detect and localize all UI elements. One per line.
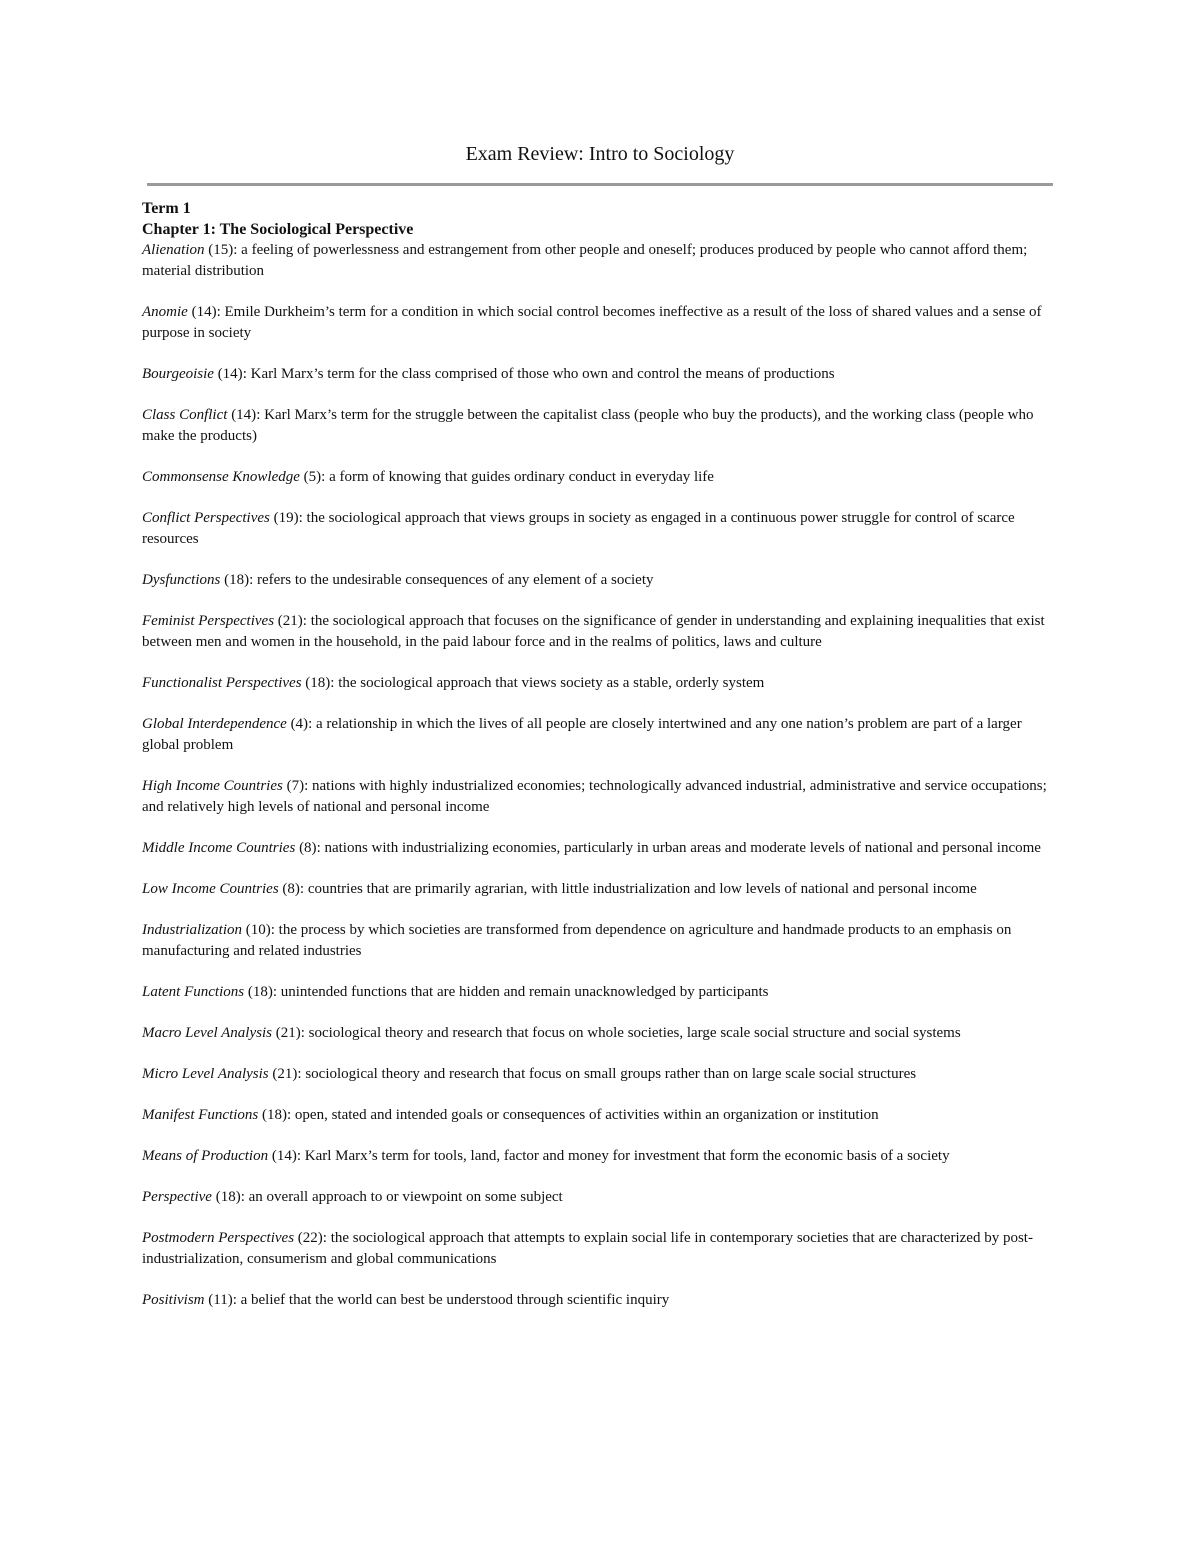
- glossary-entry: [142, 570, 1062, 591]
- glossary-term: High Income Countries: [142, 778, 283, 794]
- glossary-definition: : a form of knowing that guides ordinary conduct in everyday life: [321, 469, 714, 485]
- glossary-entry: [142, 776, 1062, 818]
- glossary-page-ref: (10): [242, 922, 271, 938]
- glossary-term: Manifest Functions: [142, 1107, 259, 1123]
- glossary-page-ref: (8): [295, 840, 317, 856]
- title-divider: [147, 183, 1053, 186]
- glossary-definition: : nations with industrializing economies, particularly in urban areas and moderate levels of national and personal income: [316, 840, 1041, 856]
- glossary-entry: [142, 1290, 1062, 1311]
- glossary-term: Industrialization: [142, 922, 243, 938]
- glossary-entry: [142, 1064, 1062, 1085]
- glossary-definition: : an overall approach to or viewpoint on some subject: [240, 1189, 563, 1205]
- glossary-definition: : the process by which societies are transformed from dependence on agriculture and handmade products to an emphasis on manufacturing and related industries: [142, 922, 1012, 959]
- glossary-definition: : the sociological approach that attempts to explain social life in contemporary societies that are characterized by post-industrialization, consumerism and global communications: [142, 1230, 1033, 1267]
- glossary-definition: : the sociological approach that views society as a stable, orderly system: [330, 675, 765, 691]
- glossary-term: Macro Level Analysis: [142, 1025, 272, 1041]
- glossary-definition: : Karl Marx’s term for the class comprised of those who own and control the means of productions: [242, 366, 835, 382]
- glossary-page-ref: (19): [269, 510, 299, 526]
- glossary-entry: [142, 920, 1062, 962]
- glossary-page-ref: (21): [268, 1066, 298, 1082]
- glossary-page-ref: (21): [271, 1025, 301, 1041]
- glossary-list: [142, 240, 1062, 1311]
- glossary-entry: [142, 1105, 1062, 1126]
- glossary-definition: : refers to the undesirable consequences of any element of a society: [249, 572, 654, 588]
- glossary-term: Means of Production: [142, 1148, 269, 1164]
- glossary-term: Feminist Perspectives: [142, 613, 275, 629]
- term-heading: Term 1: [142, 200, 191, 217]
- chapter-heading: Chapter 1: The Sociological Perspective: [142, 221, 414, 238]
- glossary-definition: : sociological theory and research that focus on small groups rather than on large scale social structures: [297, 1066, 917, 1082]
- document-body: [142, 198, 1062, 1331]
- glossary-page-ref: (18): [211, 1189, 241, 1205]
- glossary-term: Global Interdependence: [142, 716, 287, 732]
- glossary-term: Class Conflict: [142, 407, 228, 423]
- glossary-entry: [142, 240, 1062, 282]
- glossary-entry: [142, 1228, 1062, 1270]
- glossary-definition: : sociological theory and research that focus on whole societies, large scale social structure and social systems: [300, 1025, 961, 1041]
- glossary-entry: [142, 982, 1062, 1003]
- glossary-entry: [142, 714, 1062, 756]
- glossary-definition: : Karl Marx’s term for tools, land, factor and money for investment that form the economic basis of a society: [296, 1148, 950, 1164]
- glossary-page-ref: (18): [258, 1107, 287, 1123]
- glossary-entry: [142, 364, 1062, 385]
- glossary-term: Low Income Countries: [142, 881, 279, 897]
- glossary-term: Dysfunctions: [142, 572, 221, 588]
- glossary-term: Latent Functions: [142, 984, 245, 1000]
- glossary-definition: : nations with highly industrialized economies; technologically advanced industrial, administrative and service occupations; and relatively high levels of national and personal income: [142, 778, 1047, 815]
- glossary-definition: : Karl Marx’s term for the struggle between the capitalist class (people who buy the products), and the working class (people who make the products): [142, 407, 1034, 444]
- glossary-term: Bourgeoisie: [142, 366, 214, 382]
- glossary-definition: : unintended functions that are hidden and remain unacknowledged by participants: [272, 984, 769, 1000]
- glossary-entry: [142, 838, 1062, 859]
- glossary-page-ref: (18): [301, 675, 331, 691]
- glossary-definition: : open, stated and intended goals or consequences of activities within an organization or institution: [287, 1107, 879, 1123]
- glossary-entry: [142, 611, 1062, 653]
- glossary-entry: [142, 1187, 1062, 1208]
- glossary-page-ref: (4): [286, 716, 309, 732]
- glossary-entry: [142, 302, 1062, 344]
- glossary-page-ref: (8): [278, 881, 300, 897]
- glossary-page-ref: (14): [227, 407, 257, 423]
- glossary-page-ref: (18): [244, 984, 273, 1000]
- glossary-page-ref: (14): [268, 1148, 297, 1164]
- glossary-term: Alienation: [142, 242, 205, 258]
- glossary-term: Positivism: [142, 1292, 205, 1308]
- glossary-definition: : a feeling of powerlessness and estrangement from other people and oneself; produces produced by people who cannot afford them; material distribution: [142, 242, 1028, 279]
- glossary-entry: [142, 467, 1062, 488]
- glossary-page-ref: (15): [204, 242, 234, 258]
- glossary-definition: : the sociological approach that focuses on the significance of gender in understanding and explaining inequalities that exist between men and women in the household, in the paid labour force and in the realms of politics, laws and culture: [142, 613, 1045, 650]
- glossary-definition: : a relationship in which the lives of all people are closely intertwined and any one nation’s problem are part of a larger global problem: [142, 716, 1022, 753]
- glossary-entry: [142, 405, 1062, 447]
- glossary-definition: : a belief that the world can best be understood through scientific inquiry: [232, 1292, 670, 1308]
- glossary-term: Postmodern Perspectives: [142, 1230, 295, 1246]
- glossary-definition: : Emile Durkheim’s term for a condition in which social control becomes ineffective as a result of the loss of shared values and a sense of purpose in society: [142, 304, 1042, 341]
- glossary-page-ref: (18): [220, 572, 250, 588]
- glossary-term: Anomie: [142, 304, 188, 320]
- glossary-entry: [142, 1146, 1062, 1167]
- glossary-page-ref: (22): [294, 1230, 323, 1246]
- document-title: Exam Review: Intro to Sociology: [465, 143, 735, 165]
- glossary-term: Perspective: [142, 1189, 212, 1205]
- glossary-page-ref: (11): [204, 1292, 233, 1308]
- glossary-term: Commonsense Knowledge: [142, 469, 300, 485]
- glossary-page-ref: (21): [274, 613, 303, 629]
- glossary-entry: [142, 1023, 1062, 1044]
- glossary-term: Micro Level Analysis: [142, 1066, 269, 1082]
- glossary-page-ref: (7): [282, 778, 305, 794]
- glossary-term: Functionalist Perspectives: [142, 675, 302, 691]
- glossary-page-ref: (5): [299, 469, 322, 485]
- glossary-entry: [142, 673, 1062, 694]
- glossary-term: Conflict Perspectives: [142, 510, 270, 526]
- glossary-page-ref: (14): [213, 366, 243, 382]
- glossary-entry: [142, 508, 1062, 550]
- glossary-entry: [142, 879, 1062, 900]
- glossary-definition: : countries that are primarily agrarian, with little industrialization and low levels of national and personal income: [299, 881, 977, 897]
- glossary-page-ref: (14): [187, 304, 217, 320]
- glossary-term: Middle Income Countries: [142, 840, 296, 856]
- glossary-definition: : the sociological approach that views groups in society as engaged in a continuous power struggle for control of scarce resources: [142, 510, 1015, 547]
